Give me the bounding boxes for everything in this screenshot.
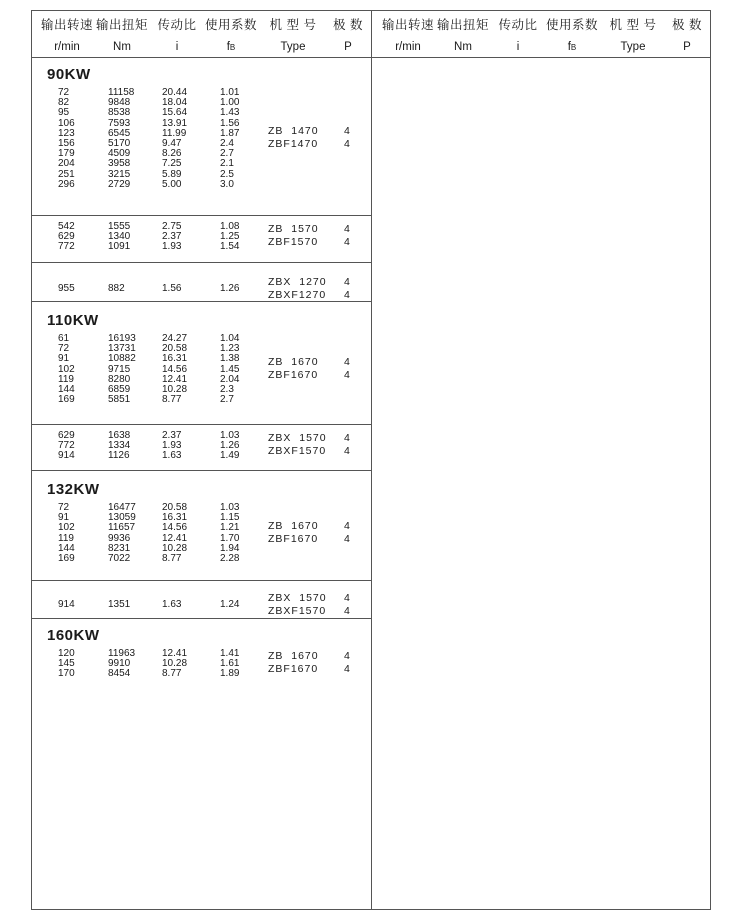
poles-cell — [344, 276, 350, 302]
service-factor-cell: 2.1 — [220, 158, 234, 170]
poles-cell — [344, 592, 350, 618]
table-row — [31, 179, 371, 191]
speed-cell: 169 — [58, 553, 75, 564]
speed-cell: 955 — [58, 283, 75, 294]
group-rule — [31, 618, 371, 619]
speed-cell: 179 — [58, 148, 75, 160]
header-poles: 极 数 P — [672, 18, 702, 53]
speed-cell: 629 — [58, 430, 75, 441]
ratio-cell: 20.58 — [162, 343, 188, 355]
section-title: 132KW — [47, 481, 100, 498]
header-service-factor: 使用系数 fB — [204, 18, 257, 53]
poles-cell — [344, 432, 350, 458]
speed-cell: 102 — [58, 363, 75, 375]
torque-cell: 16477 — [108, 502, 136, 513]
type-line: ZBF1470 — [268, 138, 319, 150]
poles-cell — [344, 650, 350, 676]
torque-cell: 1091 — [108, 241, 131, 253]
service-factor-cell: 1.41 — [220, 648, 240, 659]
speed-cell: 156 — [58, 138, 75, 149]
data-group — [31, 592, 371, 618]
ratio-cell: 1.93 — [162, 241, 182, 253]
speed-cell: 95 — [58, 107, 70, 119]
header-torque: 输出扭矩 Nm — [95, 18, 148, 53]
pole-line: 4 — [344, 432, 350, 445]
data-group — [31, 502, 371, 563]
pole-line: 4 — [344, 650, 350, 663]
speed-cell: 169 — [58, 394, 75, 406]
torque-cell: 13059 — [108, 512, 136, 524]
speed-cell: 106 — [58, 117, 75, 129]
type-cell — [268, 592, 327, 618]
pole-line: 4 — [344, 592, 350, 604]
pole-line: 4 — [344, 605, 350, 617]
service-factor-cell: 2.4 — [220, 138, 234, 149]
pole-line: 4 — [344, 519, 350, 532]
speed-cell: 629 — [58, 231, 75, 243]
type-cell — [268, 520, 319, 546]
speed-cell: 144 — [58, 384, 75, 395]
type-cell — [268, 276, 327, 302]
service-factor-cell: 1.70 — [220, 532, 240, 544]
torque-cell: 1351 — [108, 599, 131, 610]
service-factor-cell: 2.7 — [220, 148, 234, 160]
data-group — [31, 276, 371, 302]
torque-cell: 10882 — [108, 353, 136, 365]
pole-line: 4 — [344, 125, 350, 137]
service-factor-cell: 1.38 — [220, 353, 240, 365]
ratio-cell: 5.89 — [162, 168, 182, 180]
poles-cell — [344, 125, 350, 151]
torque-cell: 4509 — [108, 148, 131, 160]
service-factor-cell: 1.03 — [220, 502, 240, 513]
speed-cell: 72 — [58, 343, 70, 355]
type-cell — [268, 650, 319, 676]
torque-cell: 9715 — [108, 363, 131, 375]
service-factor-cell: 1.24 — [220, 599, 240, 610]
type-line: ZBF1570 — [268, 236, 319, 249]
torque-cell: 11657 — [108, 522, 136, 534]
type-line: ZBF1670 — [268, 532, 319, 545]
service-factor-cell: 2.28 — [220, 553, 240, 564]
type-line: ZBX 1270 — [268, 276, 327, 288]
torque-cell: 7593 — [108, 117, 131, 129]
service-factor-cell: 1.08 — [220, 221, 240, 232]
section-title: 90KW — [47, 66, 91, 83]
ratio-cell: 8.77 — [162, 668, 182, 680]
ratio-cell: 1.63 — [162, 599, 182, 610]
speed-cell: 914 — [58, 450, 75, 462]
data-group — [31, 333, 371, 404]
service-factor-cell: 1.61 — [220, 658, 240, 670]
ratio-cell: 16.31 — [162, 512, 188, 524]
data-group — [31, 648, 371, 679]
type-line: ZB 1670 — [268, 355, 319, 368]
poles-cell — [344, 223, 350, 249]
data-group — [31, 221, 371, 252]
torque-cell: 882 — [108, 283, 125, 294]
service-factor-cell: 1.03 — [220, 430, 240, 441]
header-service-factor: 使用系数 fB — [545, 18, 598, 53]
speed-cell: 72 — [58, 502, 70, 513]
torque-cell: 8280 — [108, 373, 131, 385]
torque-cell: 5170 — [108, 138, 131, 149]
header-rule — [31, 57, 711, 58]
ratio-cell: 9.47 — [162, 138, 182, 149]
torque-cell: 1126 — [108, 450, 130, 462]
torque-cell: 9910 — [108, 658, 131, 670]
table-row — [31, 553, 371, 565]
type-line: ZB 1670 — [268, 650, 319, 663]
service-factor-cell: 1.01 — [220, 87, 240, 98]
speed-cell: 251 — [58, 168, 75, 180]
speed-cell: 91 — [58, 512, 70, 524]
ratio-cell: 20.58 — [162, 502, 188, 513]
header-type: 机 型 号 Type — [269, 18, 317, 53]
service-factor-cell: 1.56 — [220, 117, 240, 129]
type-line: ZBX 1570 — [268, 432, 327, 445]
type-line: ZBF1670 — [268, 663, 319, 676]
service-factor-cell: 3.0 — [220, 178, 234, 190]
service-factor-cell: 1.43 — [220, 107, 240, 119]
service-factor-cell: 2.5 — [220, 168, 234, 180]
table-row — [31, 241, 371, 253]
speed-cell: 120 — [58, 648, 75, 659]
speed-cell: 144 — [58, 542, 75, 554]
header-speed: 输出转速 r/min — [40, 18, 93, 53]
section-title: 160KW — [47, 627, 100, 644]
pole-line: 4 — [344, 236, 350, 249]
group-rule — [31, 262, 371, 263]
type-line: ZBXF1570 — [268, 445, 327, 458]
group-rule — [31, 470, 371, 471]
torque-cell: 2729 — [108, 178, 131, 190]
pole-line: 4 — [344, 663, 350, 676]
ratio-cell: 16.31 — [162, 353, 188, 365]
service-factor-cell: 1.25 — [220, 231, 240, 243]
ratio-cell: 12.41 — [162, 648, 188, 659]
header-poles: 极 数 P — [333, 18, 363, 53]
torque-cell: 16193 — [108, 333, 136, 344]
ratio-cell: 11.99 — [162, 127, 187, 139]
ratio-cell: 13.91 — [162, 117, 188, 129]
pole-line: 4 — [344, 289, 350, 301]
speed-cell: 772 — [58, 241, 75, 253]
group-rule — [31, 424, 371, 425]
data-group — [31, 87, 371, 189]
service-factor-cell: 1.00 — [220, 97, 240, 109]
speed-cell: 72 — [58, 87, 70, 98]
pole-line: 4 — [344, 445, 350, 458]
torque-cell: 3215 — [108, 168, 131, 180]
service-factor-cell: 1.04 — [220, 333, 240, 344]
speed-cell: 91 — [58, 353, 70, 365]
speed-cell: 82 — [58, 97, 70, 109]
torque-cell: 1638 — [108, 430, 131, 441]
torque-cell: 3958 — [108, 158, 131, 170]
service-factor-cell: 1.15 — [220, 512, 240, 524]
type-cell — [268, 356, 319, 382]
table-row — [31, 394, 371, 406]
ratio-cell: 1.93 — [162, 440, 182, 452]
speed-cell: 542 — [58, 221, 75, 232]
ratio-cell: 14.56 — [162, 363, 188, 375]
table-row — [31, 668, 371, 680]
service-factor-cell: 1.26 — [220, 283, 240, 294]
torque-cell: 9848 — [108, 97, 131, 109]
service-factor-cell: 1.49 — [220, 450, 240, 462]
speed-cell: 145 — [58, 658, 75, 670]
group-rule — [31, 301, 371, 302]
ratio-cell: 24.27 — [162, 333, 188, 344]
speed-cell: 772 — [58, 440, 75, 452]
ratio-cell: 15.64 — [162, 107, 188, 119]
torque-cell: 8231 — [108, 542, 131, 554]
section-title: 110KW — [47, 312, 99, 329]
torque-cell: 1340 — [108, 231, 131, 243]
service-factor-cell: 1.26 — [220, 440, 240, 452]
torque-cell: 7022 — [108, 553, 131, 564]
service-factor-cell: 1.87 — [220, 127, 240, 139]
speed-cell: 914 — [58, 599, 75, 610]
torque-cell: 11158 — [108, 87, 135, 98]
ratio-cell: 12.41 — [162, 532, 188, 544]
ratio-cell: 1.56 — [162, 283, 182, 294]
ratio-cell: 8.77 — [162, 394, 182, 406]
ratio-cell: 8.77 — [162, 553, 182, 564]
pole-line: 4 — [344, 532, 350, 545]
group-rule — [31, 580, 371, 581]
service-factor-cell: 1.23 — [220, 343, 240, 355]
poles-cell — [344, 356, 350, 382]
type-line: ZBXF1570 — [268, 605, 327, 617]
speed-cell: 123 — [58, 127, 75, 139]
service-factor-cell: 2.3 — [220, 384, 234, 395]
pole-line: 4 — [344, 223, 350, 236]
ratio-cell: 18.04 — [162, 97, 188, 109]
torque-cell: 13731 — [108, 343, 136, 355]
ratio-cell: 2.75 — [162, 221, 182, 232]
service-factor-cell: 1.89 — [220, 668, 240, 680]
service-factor-cell: 1.21 — [220, 522, 240, 534]
speed-cell: 296 — [58, 178, 75, 190]
torque-cell: 6859 — [108, 384, 131, 395]
torque-cell: 8538 — [108, 107, 131, 119]
header-type: 机 型 号 Type — [609, 18, 657, 53]
speed-cell: 102 — [58, 522, 75, 534]
ratio-cell: 10.28 — [162, 542, 188, 554]
type-line: ZBF1670 — [268, 368, 319, 381]
ratio-cell: 14.56 — [162, 522, 188, 534]
ratio-cell: 10.28 — [162, 384, 188, 395]
service-factor-cell: 1.54 — [220, 241, 240, 253]
service-factor-cell: 2.7 — [220, 394, 234, 406]
type-line: ZBX 1570 — [268, 592, 327, 604]
service-factor-cell: 1.94 — [220, 542, 240, 554]
ratio-cell: 10.28 — [162, 658, 188, 670]
service-factor-cell: 1.45 — [220, 363, 240, 375]
header-speed: 输出转速 r/min — [381, 18, 434, 53]
torque-cell: 8454 — [108, 668, 131, 680]
torque-cell: 5851 — [108, 394, 131, 406]
torque-cell: 9936 — [108, 532, 131, 544]
type-cell — [268, 223, 319, 249]
ratio-cell: 20.44 — [162, 87, 188, 98]
type-line: ZB 1470 — [268, 125, 319, 137]
type-line: ZBXF1270 — [268, 289, 327, 301]
header-torque: 输出扭矩 Nm — [436, 18, 489, 53]
header-ratio: 传动比 i — [498, 18, 538, 53]
ratio-cell: 2.37 — [162, 231, 182, 243]
ratio-cell: 7.25 — [162, 158, 182, 170]
type-line: ZB 1670 — [268, 519, 319, 532]
torque-cell: 1555 — [108, 221, 131, 232]
type-line: ZB 1570 — [268, 223, 319, 236]
torque-cell: 1334 — [108, 440, 131, 452]
torque-cell: 6545 — [108, 127, 131, 139]
pole-line: 4 — [344, 138, 350, 150]
ratio-cell: 8.26 — [162, 148, 182, 160]
ratio-cell: 1.63 — [162, 450, 182, 462]
ratio-cell: 12.41 — [162, 373, 188, 385]
group-rule — [31, 215, 371, 216]
column-divider — [371, 10, 372, 910]
header-ratio: 传动比 i — [157, 18, 197, 53]
pole-line: 4 — [344, 355, 350, 368]
speed-cell: 204 — [58, 158, 75, 170]
pole-line: 4 — [344, 368, 350, 381]
torque-cell: 11963 — [108, 648, 136, 659]
ratio-cell: 5.00 — [162, 178, 182, 190]
speed-cell: 119 — [58, 373, 74, 385]
speed-cell: 170 — [58, 668, 75, 680]
ratio-cell: 2.37 — [162, 430, 182, 441]
type-cell — [268, 125, 319, 151]
poles-cell — [344, 520, 350, 546]
service-factor-cell: 2.04 — [220, 373, 240, 385]
speed-cell: 61 — [58, 333, 70, 344]
pole-line: 4 — [344, 276, 350, 288]
data-group — [31, 430, 371, 461]
type-cell — [268, 432, 327, 458]
speed-cell: 119 — [58, 532, 74, 544]
